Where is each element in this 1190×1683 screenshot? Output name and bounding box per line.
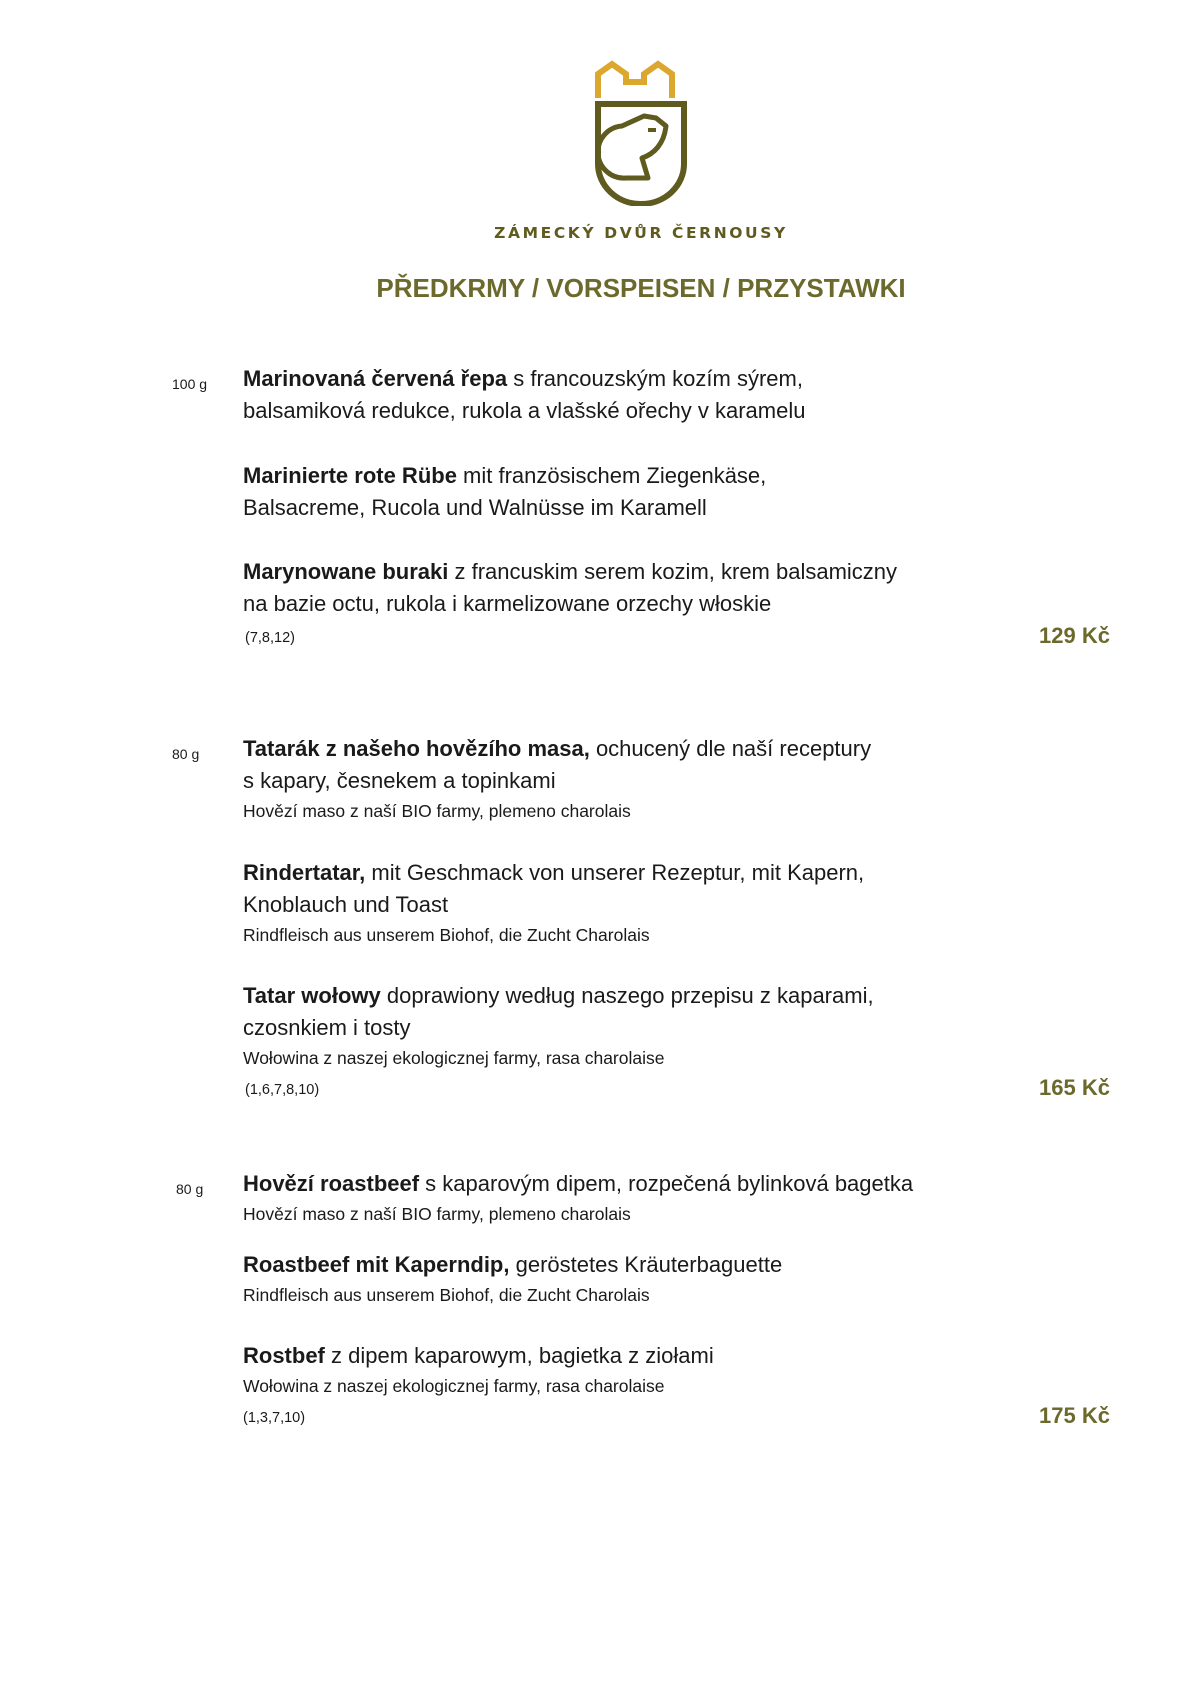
item-desc-de-line2: Knoblauch und Toast [243, 892, 449, 917]
item-allergens: (1,6,7,8,10) [245, 1082, 320, 1098]
item-desc-de: mit französischem Ziegenkäse, [456, 463, 767, 488]
item-name-de: Marinierte rote Rübe [243, 463, 457, 488]
item-name-de: Roastbeef mit Kaperndip, [243, 1252, 510, 1277]
item-name-cz: Hovězí roastbeef [243, 1171, 420, 1196]
item-note-de: Rindfleisch aus unserem Biohof, die Zucht Charolais [243, 1285, 650, 1305]
item-weight: 80 g [176, 1181, 204, 1197]
item-desc-pl-line2: czosnkiem i tosty [243, 1015, 411, 1040]
item-title-de [243, 860, 864, 886]
castle-battlement-icon [598, 64, 672, 98]
item-desc-cz-line2: s kapary, česnekem a topinkami [243, 768, 556, 793]
item-name-pl: Tatar wołowy [243, 983, 381, 1008]
item-desc-de: mit Geschmack von unserer Rezeptur, mit Kapern, [365, 860, 865, 885]
item-name-de: Rindertatar, [243, 860, 366, 885]
item-note-cz: Hovězí maso z naší BIO farmy, plemeno charolais [243, 801, 631, 821]
item-desc-cz: s francouzským kozím sýrem, [507, 366, 803, 391]
item-title-de [243, 1252, 782, 1278]
section-title: PŘEDKRMY / VORSPEISEN / PRZYSTAWKI [376, 273, 906, 303]
item-price: 129 Kč [1039, 623, 1110, 648]
item-note-pl: Wołowina z naszej ekologicznej farmy, rasa charolaise [243, 1048, 665, 1068]
item-name-cz: Marinovaná červená řepa [243, 366, 508, 391]
item-desc-pl: z francuskim serem kozim, krem balsamiczny [448, 559, 898, 584]
item-title-pl [243, 1343, 714, 1369]
item-note-de: Rindfleisch aus unserem Biohof, die Zucht Charolais [243, 925, 650, 945]
item-title-cz [243, 366, 803, 392]
item-name-cz: Tatarák z našeho hovězího masa, [243, 736, 590, 761]
item-desc-cz-line2: balsamiková redukce, rukola a vlašské ořechy v karamelu [243, 398, 806, 423]
item-weight: 100 g [172, 376, 208, 392]
item-desc-cz: ochucený dle naší receptury [589, 736, 872, 761]
item-desc-pl: doprawiony według naszego przepisu z kaparami, [380, 983, 874, 1008]
item-note-cz: Hovězí maso z naší BIO farmy, plemeno charolais [243, 1204, 631, 1224]
item-price: 165 Kč [1039, 1075, 1110, 1100]
castle-horse-logo [592, 60, 690, 206]
item-desc-pl-line2: na bazie octu, rukola i karmelizowane orzechy włoskie [243, 591, 772, 616]
item-title-cz [243, 736, 871, 762]
item-name-pl: Rostbef [243, 1343, 325, 1368]
item-desc-cz: s kaparovým dipem, rozpečená bylinková bagetka [419, 1171, 914, 1196]
item-weight: 80 g [172, 746, 200, 762]
brand-name: ZÁMECKÝ DVŮR ČERNOUSY [494, 224, 788, 242]
item-title-pl [243, 983, 874, 1009]
horse-head-icon [598, 116, 666, 178]
item-desc-pl: z dipem kaparowym, bagietka z ziołami [324, 1343, 714, 1368]
item-desc-de: geröstetes Kräuterbaguette [509, 1252, 783, 1277]
item-allergens: (1,3,7,10) [243, 1410, 306, 1426]
item-title-de [243, 463, 766, 489]
item-price: 175 Kč [1039, 1403, 1110, 1428]
item-desc-de-line2: Balsacreme, Rucola und Walnüsse im Karamell [243, 495, 707, 520]
item-title-cz [243, 1171, 913, 1197]
item-note-pl: Wołowina z naszej ekologicznej farmy, rasa charolaise [243, 1376, 665, 1396]
item-allergens: (7,8,12) [245, 630, 295, 646]
item-name-pl: Marynowane buraki [243, 559, 449, 584]
item-title-pl [243, 559, 897, 585]
